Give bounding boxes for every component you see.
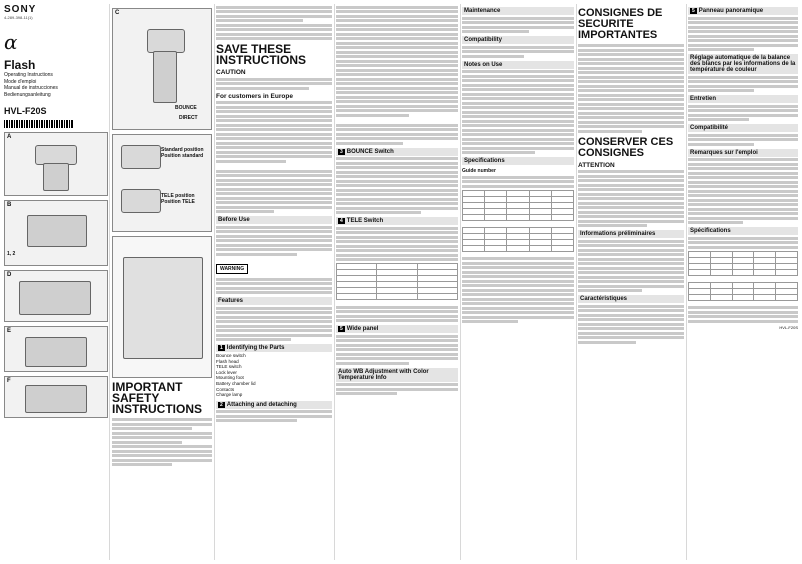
flash-head-drawing bbox=[121, 145, 161, 169]
list-item: Mounting foot bbox=[216, 375, 244, 381]
identifying-parts-heading: 1 Identifying the Parts bbox=[216, 344, 332, 352]
compatibilite-heading: Compatibilité bbox=[688, 124, 798, 132]
language-list bbox=[4, 72, 108, 98]
camera-drawing bbox=[19, 281, 91, 315]
figure-f bbox=[4, 376, 108, 418]
reglage-heading: Réglage automatique de la balance des blancs par les informations de la température de couleur bbox=[688, 54, 798, 74]
bounce-caption: BOUNCE bbox=[175, 105, 197, 111]
standard-position-caption-fr: Position standard bbox=[161, 153, 204, 159]
figure-label: D bbox=[7, 272, 12, 278]
language-item: Bedienungsanleitung bbox=[4, 91, 51, 98]
tele-position-caption: TELE position bbox=[161, 193, 195, 199]
figure-step-label: 1, 2 bbox=[7, 251, 16, 257]
heading-text: BOUNCE Switch bbox=[346, 148, 394, 155]
language-item: Manual de instrucciones bbox=[4, 85, 58, 91]
spec-table-fr-1 bbox=[688, 251, 798, 276]
camera-drawing bbox=[25, 385, 87, 413]
list-item: Lock lever bbox=[216, 369, 237, 375]
heading-text: Identifying the Parts bbox=[226, 345, 285, 351]
language-item: Operating Instructions bbox=[4, 72, 53, 78]
save-title: SAVE THESE INSTRUCTIONS bbox=[216, 42, 306, 67]
customers-europe-heading: For customers in Europe bbox=[216, 92, 293, 100]
compatibility-heading: Compatibility bbox=[462, 36, 574, 44]
doc-code: 4-289-398-11(1) bbox=[4, 15, 33, 20]
bounce-switch-heading: 3 BOUNCE Switch bbox=[336, 148, 458, 156]
french-column-1 bbox=[578, 4, 684, 560]
alpha-logo: α bbox=[4, 30, 18, 54]
figure-position bbox=[112, 134, 212, 232]
battery-drawing bbox=[27, 215, 87, 247]
spec-table-1 bbox=[462, 190, 574, 221]
column-divider bbox=[214, 4, 215, 560]
figure-label: F bbox=[7, 378, 11, 384]
preliminaires-heading: Informations préliminaires bbox=[578, 230, 684, 238]
wide-panel-heading: 5 Wide panel bbox=[336, 325, 458, 333]
language-item: Mode d'emploi bbox=[4, 78, 37, 85]
attaching-heading: 2 Attaching and detaching bbox=[216, 401, 332, 409]
heading-text: TELE Switch bbox=[346, 218, 384, 224]
column-divider bbox=[460, 4, 461, 560]
column-divider bbox=[686, 4, 687, 560]
before-use-heading: Before Use bbox=[216, 216, 332, 224]
product-title: Flash bbox=[4, 58, 36, 72]
caracteristiques-heading: Caractéristiques bbox=[578, 295, 684, 303]
heading-text: Wide panel bbox=[346, 326, 379, 332]
tele-position-caption-fr: Position TELE bbox=[161, 199, 195, 205]
column-divider bbox=[109, 4, 110, 560]
list-item: Bounce switch bbox=[216, 353, 246, 358]
list-item: Flash head bbox=[216, 358, 239, 364]
guide-number-heading: Guide number bbox=[462, 168, 496, 174]
brand-logo: SONY bbox=[4, 4, 37, 15]
spec-table-2 bbox=[462, 227, 574, 252]
consignes-title: CONSIGNES DE SECURITE IMPORTANTES bbox=[578, 7, 663, 41]
parts-list bbox=[216, 353, 332, 398]
panneau-heading: 5 Panneau panoramique bbox=[688, 7, 798, 15]
figure-e bbox=[4, 326, 108, 372]
column-divider bbox=[334, 4, 335, 560]
attention-heading: ATTENTION bbox=[578, 161, 615, 169]
cover-column bbox=[4, 4, 108, 560]
direct-caption: DIRECT bbox=[179, 115, 198, 121]
figure-label: C bbox=[115, 10, 120, 16]
list-item: Charge lamp bbox=[216, 392, 243, 398]
list-item: TELE switch bbox=[216, 364, 242, 370]
page-code: HVL-F20S bbox=[779, 324, 798, 330]
flash-head-drawing bbox=[147, 29, 185, 53]
features-heading: Features bbox=[216, 297, 332, 305]
remarques-heading: Remarques sur l'emploi bbox=[688, 149, 798, 157]
figure-label: B bbox=[7, 202, 12, 208]
tele-table bbox=[336, 263, 458, 300]
maintenance-column bbox=[462, 4, 574, 560]
specifications-fr-heading: Spécifications bbox=[688, 227, 798, 235]
flash-body-drawing bbox=[153, 51, 177, 103]
camera-drawing bbox=[25, 337, 87, 367]
figure-c bbox=[112, 8, 212, 130]
heading-text: Panneau panoramique bbox=[698, 8, 764, 14]
figure-label: A bbox=[7, 134, 12, 140]
figure-label: E bbox=[7, 328, 12, 334]
flash-head-drawing bbox=[35, 145, 77, 165]
notes-on-use-heading: Notes on Use bbox=[462, 61, 574, 69]
flash-head-drawing bbox=[121, 189, 161, 213]
english-column-2 bbox=[336, 4, 458, 560]
auto-wb-heading: Auto WB Adjustment with Color Temperature Info bbox=[336, 368, 458, 382]
figure-a bbox=[4, 132, 108, 196]
conserver-title: CONSERVER CES CONSIGNES bbox=[578, 135, 674, 159]
spec-table-fr-2 bbox=[688, 282, 798, 301]
specifications-heading: Specifications bbox=[462, 157, 574, 165]
column-divider bbox=[576, 4, 577, 560]
figure-d bbox=[4, 270, 108, 322]
french-column-2 bbox=[688, 4, 798, 560]
tele-switch-heading: 4 TELE Switch bbox=[336, 217, 458, 225]
figure-b bbox=[4, 200, 108, 266]
entretien-heading: Entretien bbox=[688, 95, 798, 103]
maintenance-heading: Maintenance bbox=[462, 7, 574, 15]
list-item: Battery chamber lid bbox=[216, 380, 256, 386]
caution-heading: CAUTION bbox=[216, 69, 246, 76]
flash-body-drawing bbox=[43, 163, 69, 191]
standard-position-caption: Standard position bbox=[161, 147, 204, 153]
figure-attach bbox=[112, 236, 212, 378]
figures-column bbox=[112, 4, 212, 560]
heading-text: Attaching and detaching bbox=[226, 401, 297, 408]
model-number: HVL-F20S bbox=[4, 106, 47, 116]
english-column-1 bbox=[216, 4, 332, 560]
safety-title: IMPORTANT SAFETY INSTRUCTIONS bbox=[112, 380, 202, 416]
barcode bbox=[4, 120, 74, 128]
list-item: Contacts bbox=[216, 386, 235, 392]
camera-drawing bbox=[123, 257, 203, 359]
warning-label: WARNING bbox=[216, 264, 248, 274]
